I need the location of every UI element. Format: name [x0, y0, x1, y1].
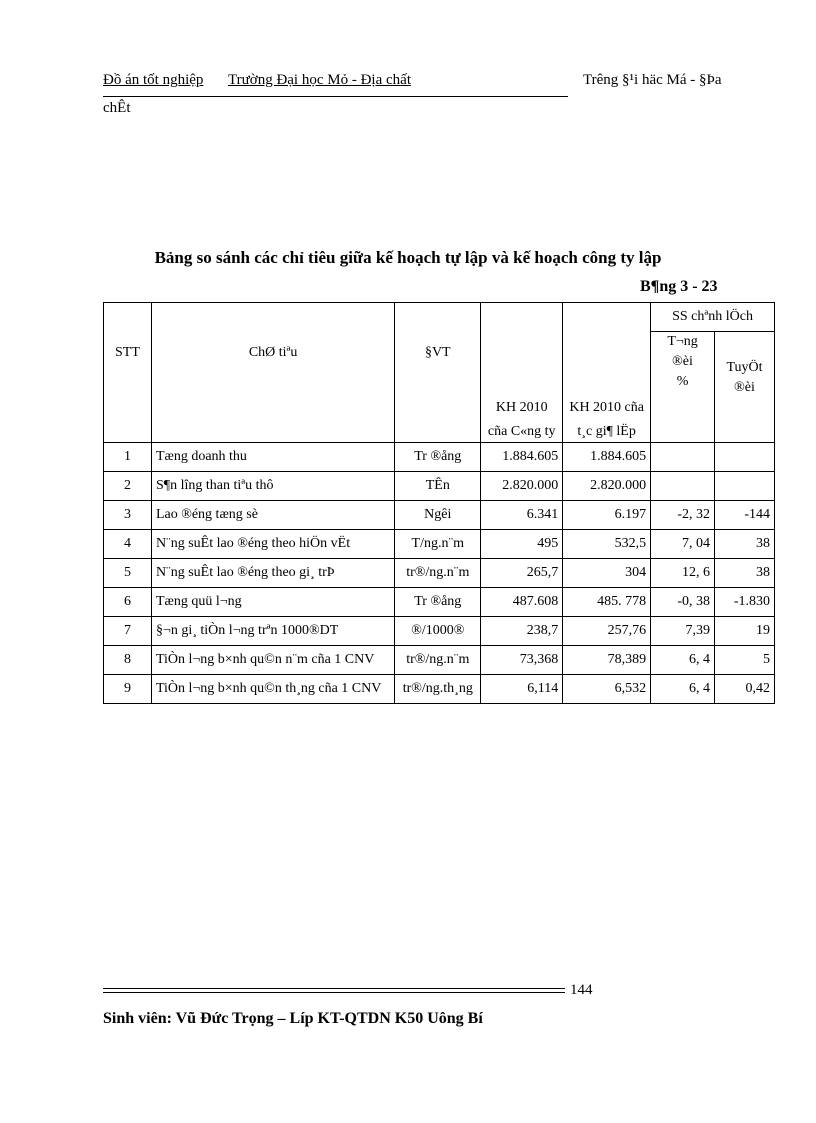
table-row — [104, 472, 775, 501]
header-indicator: ChØ tiªu — [151, 303, 394, 443]
header-unit: §VT — [395, 303, 481, 443]
cell-kh-company: 265,7 — [481, 559, 563, 588]
cell-absolute — [715, 472, 775, 501]
cell-kh-company: 238,7 — [481, 617, 563, 646]
cell-relative: -0, 38 — [651, 588, 715, 617]
header-right-text: Trêng §¹i häc Má - §Þa — [583, 72, 722, 88]
header-relative — [651, 332, 715, 443]
cell-indicator: Lao ®éng tæng sè — [151, 501, 394, 530]
cell-kh-self: 78,389 — [563, 646, 651, 675]
cell-kh-self: 6.197 — [563, 501, 651, 530]
cell-relative: 7, 04 — [651, 530, 715, 559]
cell-stt: 3 — [104, 501, 152, 530]
header-kh-company — [481, 303, 563, 443]
cell-relative: 12, 6 — [651, 559, 715, 588]
cell-relative — [651, 472, 715, 501]
cell-kh-company: 1.884.605 — [481, 443, 563, 472]
header-middle-text: Trường Đại học Mỏ - Địa chất — [228, 72, 411, 88]
cell-absolute: 38 — [715, 530, 775, 559]
table-reference: B¶ng 3 - 23 — [640, 278, 718, 295]
cell-absolute: -144 — [715, 501, 775, 530]
cell-kh-self: 485. 778 — [563, 588, 651, 617]
cell-indicator: TiÒn l¬ng b×nh qu©n n¨m cña 1 CNV — [151, 646, 394, 675]
cell-relative — [651, 443, 715, 472]
cell-absolute — [715, 443, 775, 472]
table-row — [104, 646, 775, 675]
cell-indicator: §¬n gi¸ tiÒn l¬ng trªn 1000®DT — [151, 617, 394, 646]
cell-kh-self: 532,5 — [563, 530, 651, 559]
cell-indicator: S¶n lîng than tiªu thô — [151, 472, 394, 501]
footer-rule-bottom — [103, 992, 565, 993]
cell-kh-self: 1.884.605 — [563, 443, 651, 472]
header-kh-company-line1: KH 2010 — [495, 400, 548, 415]
header-relative-line1: T¬ng — [667, 334, 698, 349]
cell-indicator: N¨ng suÊt lao ®éng theo hiÖn vËt — [151, 530, 394, 559]
cell-unit: tr®/ng.n¨m — [395, 559, 481, 588]
table-row — [104, 617, 775, 646]
cell-stt: 9 — [104, 675, 152, 704]
header-rule — [103, 96, 568, 97]
header-continuation: chÊt — [103, 100, 131, 116]
cell-stt: 1 — [104, 443, 152, 472]
cell-absolute: 19 — [715, 617, 775, 646]
cell-absolute: 38 — [715, 559, 775, 588]
table-row — [104, 530, 775, 559]
cell-kh-company: 487.608 — [481, 588, 563, 617]
cell-unit: Ngêi — [395, 501, 481, 530]
table-row — [104, 443, 775, 472]
cell-kh-self: 304 — [563, 559, 651, 588]
cell-absolute: -1.830 — [715, 588, 775, 617]
header-kh-self-line1: KH 2010 cña — [569, 400, 644, 415]
cell-indicator: TiÒn l¬ng b×nh qu©n th¸ng cña 1 CNV — [151, 675, 394, 704]
cell-stt: 4 — [104, 530, 152, 559]
cell-kh-company: 6.341 — [481, 501, 563, 530]
cell-relative: 6, 4 — [651, 675, 715, 704]
cell-absolute: 5 — [715, 646, 775, 675]
cell-unit: tr®/ng.th¸ng — [395, 675, 481, 704]
cell-stt: 2 — [104, 472, 152, 501]
cell-indicator: N¨ng suÊt lao ®éng theo gi¸ trÞ — [151, 559, 394, 588]
table-title: Bảng so sánh các chỉ tiêu giữa kế hoạch tự lập và kế hoạch công ty lập — [154, 248, 662, 267]
header-kh-company-line2: cña C«ng ty — [487, 424, 556, 439]
cell-relative: 6, 4 — [651, 646, 715, 675]
table-row — [104, 675, 775, 704]
footer-signature: Sinh viên: Vũ Đức Trọng – Líp KT-QTDN K50 Uông Bí — [103, 1010, 483, 1027]
header-left-text: Đồ án tốt nghiệp — [103, 72, 204, 88]
cell-absolute: 0,42 — [715, 675, 775, 704]
header-absolute-line2: ®èi — [734, 380, 755, 395]
header-kh-self-line2: t¸c gi¶ lËp — [577, 424, 636, 439]
cell-stt: 7 — [104, 617, 152, 646]
cell-relative: 7,39 — [651, 617, 715, 646]
cell-kh-self: 6,532 — [563, 675, 651, 704]
cell-unit: Tr ®ång — [395, 443, 481, 472]
cell-unit: T/ng.n¨m — [395, 530, 481, 559]
cell-kh-company: 495 — [481, 530, 563, 559]
page-number: 144 — [570, 982, 593, 998]
cell-kh-company: 73,368 — [481, 646, 563, 675]
footer-rule-top — [103, 988, 565, 989]
header-stt: STT — [104, 303, 152, 443]
cell-kh-company: 2.820.000 — [481, 472, 563, 501]
header-absolute — [715, 332, 775, 443]
header-kh-self — [563, 303, 651, 443]
table-row — [104, 559, 775, 588]
header-ss-group: SS chªnh lÖch — [651, 303, 775, 332]
cell-kh-company: 6,114 — [481, 675, 563, 704]
table-row — [104, 588, 775, 617]
cell-unit: Tr ®ång — [395, 588, 481, 617]
cell-unit: TÊn — [395, 472, 481, 501]
cell-unit: tr®/ng.n¨m — [395, 646, 481, 675]
header-absolute-line1: TuyÖt — [726, 360, 763, 375]
cell-stt: 6 — [104, 588, 152, 617]
cell-indicator: Tæng doanh thu — [151, 443, 394, 472]
comparison-table — [103, 302, 775, 704]
header-relative-line2: ®èi — [672, 354, 693, 369]
cell-kh-self: 2.820.000 — [563, 472, 651, 501]
header-relative-line3: % — [676, 374, 689, 389]
cell-indicator: Tæng quü l¬ng — [151, 588, 394, 617]
cell-relative: -2, 32 — [651, 501, 715, 530]
cell-unit: ®/1000® — [395, 617, 481, 646]
cell-stt: 5 — [104, 559, 152, 588]
cell-stt: 8 — [104, 646, 152, 675]
table-row — [104, 501, 775, 530]
cell-kh-self: 257,76 — [563, 617, 651, 646]
